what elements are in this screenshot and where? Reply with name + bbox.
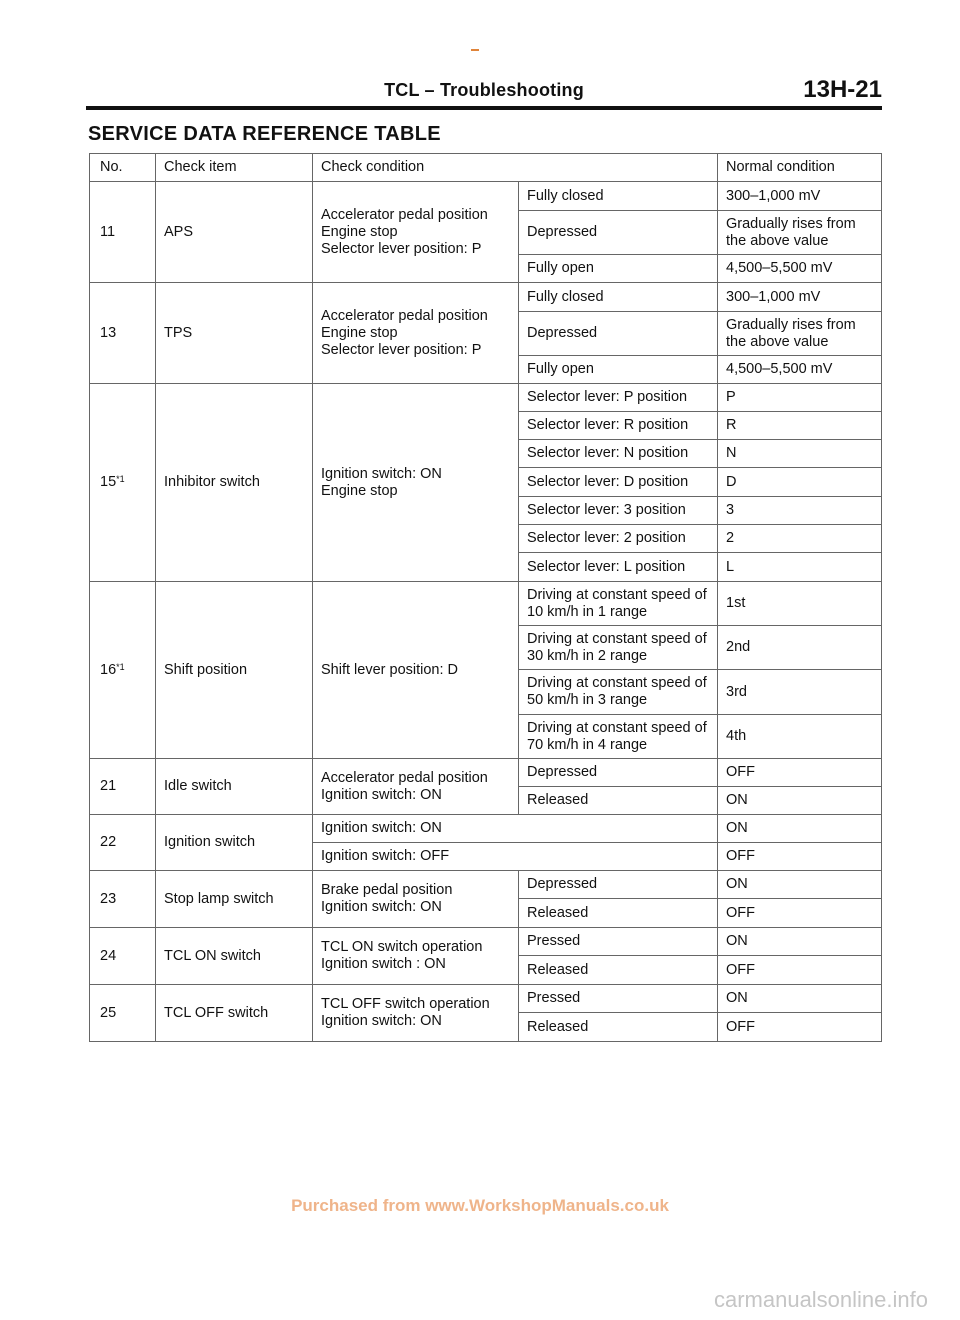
sub-condition: Driving at constant speed of 30 km/h in 2 range [519, 626, 718, 670]
row-number-text: 11 [100, 223, 116, 240]
condition-line: Accelerator pedal position [321, 206, 488, 223]
normal-condition: N [718, 440, 882, 468]
check-item: Ignition switch [156, 815, 313, 871]
sub-condition: Depressed [519, 211, 718, 255]
condition-line: Ignition switch : ON [321, 956, 446, 972]
normal-condition: 1st [718, 582, 882, 626]
footnote-marker: *1 [116, 661, 125, 672]
normal-condition: OFF [718, 759, 882, 787]
footer-purchase-notice: Purchased from www.WorkshopManuals.co.uk [291, 1196, 669, 1215]
normal-condition: ON [718, 815, 882, 843]
table-header-row [90, 154, 882, 182]
sub-condition: Released [519, 787, 718, 815]
top-dash-mark [471, 49, 479, 51]
column-header: Normal condition [718, 154, 882, 182]
site-watermark: carmanualsonline.info [713, 1287, 928, 1312]
condition-line: Engine stop [321, 223, 398, 240]
check-condition [313, 759, 519, 815]
row-number [90, 759, 156, 815]
row-number [90, 928, 156, 985]
table-row [90, 182, 882, 211]
page-header [86, 78, 882, 110]
sub-condition: Selector lever: N position [519, 440, 718, 468]
condition-line: Ignition switch: ON [321, 465, 442, 482]
normal-condition: 4th [718, 715, 882, 759]
condition-line: Ignition switch: ON [321, 899, 442, 915]
row-number [90, 582, 156, 759]
sub-condition: Driving at constant speed of 70 km/h in 4 range [519, 715, 718, 759]
column-header: Check item [156, 154, 313, 182]
normal-condition: P [718, 384, 882, 412]
check-item: APS [156, 182, 313, 283]
check-condition [313, 582, 519, 759]
row-number [90, 182, 156, 283]
check-condition [313, 384, 519, 582]
row-number [90, 815, 156, 871]
page-number: 13H-21 [803, 76, 882, 103]
sub-condition: Released [519, 1013, 718, 1042]
normal-condition: 300–1,000 mV [718, 182, 882, 211]
normal-condition: D [718, 468, 882, 497]
check-item: Stop lamp switch [156, 871, 313, 928]
condition-line: Ignition switch: ON [321, 786, 442, 803]
normal-condition: OFF [718, 1013, 882, 1042]
condition-line: Brake pedal position [321, 882, 453, 898]
row-number-text: 22 [100, 834, 117, 850]
condition-line: Accelerator pedal position [321, 307, 488, 324]
normal-condition: 2nd [718, 626, 882, 670]
sub-condition: Ignition switch: ON [313, 815, 718, 843]
sub-condition: Driving at constant speed of 50 km/h in 3 range [519, 670, 718, 715]
normal-condition: 4,500–5,500 mV [718, 356, 882, 384]
table-row [90, 871, 882, 899]
normal-condition: OFF [718, 843, 882, 871]
normal-condition: 3rd [718, 670, 882, 715]
table-row [90, 985, 882, 1013]
check-item: Inhibitor switch [156, 384, 313, 582]
table-row [90, 759, 882, 787]
sub-condition: Fully closed [519, 283, 718, 312]
condition-line: Shift lever position: D [321, 661, 459, 678]
check-condition [313, 182, 519, 283]
condition-line: TCL OFF switch operation [321, 996, 490, 1012]
row-number-text: 23 [100, 890, 117, 907]
condition-line: Selector lever position: P [321, 341, 482, 358]
check-condition [313, 871, 519, 928]
normal-condition: 300–1,000 mV [718, 283, 882, 312]
sub-condition: Selector lever: D position [519, 468, 718, 497]
sub-condition: Selector lever: 3 position [519, 497, 718, 525]
row-number [90, 384, 156, 582]
sub-condition: Selector lever: L position [519, 553, 718, 582]
check-condition [313, 283, 519, 384]
check-item: TCL ON switch [156, 928, 313, 985]
section-title: SERVICE DATA REFERENCE TABLE [88, 123, 441, 145]
sub-condition: Fully closed [519, 182, 718, 211]
sub-condition: Fully open [519, 356, 718, 384]
sub-condition: Driving at constant speed of 10 km/h in 1 range [519, 582, 718, 626]
row-number [90, 871, 156, 928]
sub-condition: Released [519, 956, 718, 985]
page-title: TCL – Troubleshooting [384, 80, 584, 100]
sub-condition: Depressed [519, 759, 718, 787]
service-data-table [89, 153, 882, 1042]
condition-line: Engine stop [321, 482, 398, 499]
normal-condition: 4,500–5,500 mV [718, 255, 882, 283]
column-header: Check condition [313, 154, 718, 182]
sub-condition: Pressed [519, 928, 718, 956]
sub-condition: Selector lever: P position [519, 384, 718, 412]
sub-condition: Pressed [519, 985, 718, 1013]
row-number [90, 985, 156, 1042]
column-header: No. [90, 154, 156, 182]
normal-condition: ON [718, 787, 882, 815]
sub-condition: Released [519, 899, 718, 928]
normal-condition: Gradually rises from the above value [718, 211, 882, 255]
sub-condition: Selector lever: R position [519, 412, 718, 440]
condition-line: Accelerator pedal position [321, 769, 488, 786]
check-item: TCL OFF switch [156, 985, 313, 1042]
condition-line: TCL ON switch operation [321, 939, 483, 955]
check-item: TPS [156, 283, 313, 384]
table-row [90, 928, 882, 956]
normal-condition: 2 [718, 525, 882, 553]
check-item: Shift position [156, 582, 313, 759]
sub-condition: Fully open [519, 255, 718, 283]
row-number-text: 15 [100, 474, 117, 490]
condition-line: Engine stop [321, 324, 398, 341]
normal-condition: ON [718, 985, 882, 1013]
table-row [90, 283, 882, 312]
normal-condition: ON [718, 871, 882, 899]
normal-condition: ON [718, 928, 882, 956]
sub-condition: Depressed [519, 871, 718, 899]
sub-condition: Ignition switch: OFF [313, 843, 718, 871]
normal-condition: Gradually rises from the above value [718, 312, 882, 356]
row-number-text: 16 [100, 661, 117, 678]
normal-condition: OFF [718, 956, 882, 985]
normal-condition: L [718, 553, 882, 582]
normal-condition: 3 [718, 497, 882, 525]
table-row [90, 384, 882, 412]
row-number-text: 24 [100, 947, 117, 964]
condition-line: Selector lever position: P [321, 240, 482, 257]
row-number-text: 25 [100, 1004, 117, 1021]
check-item: Idle switch [156, 759, 313, 815]
condition-line: Ignition switch: ON [321, 1013, 442, 1029]
footnote-marker: *1 [116, 474, 125, 484]
row-number [90, 283, 156, 384]
check-condition [313, 928, 519, 985]
row-number-text: 21 [100, 778, 117, 794]
check-condition [313, 985, 519, 1042]
table-row [90, 815, 882, 843]
normal-condition: OFF [718, 899, 882, 928]
normal-condition: R [718, 412, 882, 440]
sub-condition: Depressed [519, 312, 718, 356]
row-number-text: 13 [100, 324, 117, 341]
table-row [90, 582, 882, 626]
sub-condition: Selector lever: 2 position [519, 525, 718, 553]
